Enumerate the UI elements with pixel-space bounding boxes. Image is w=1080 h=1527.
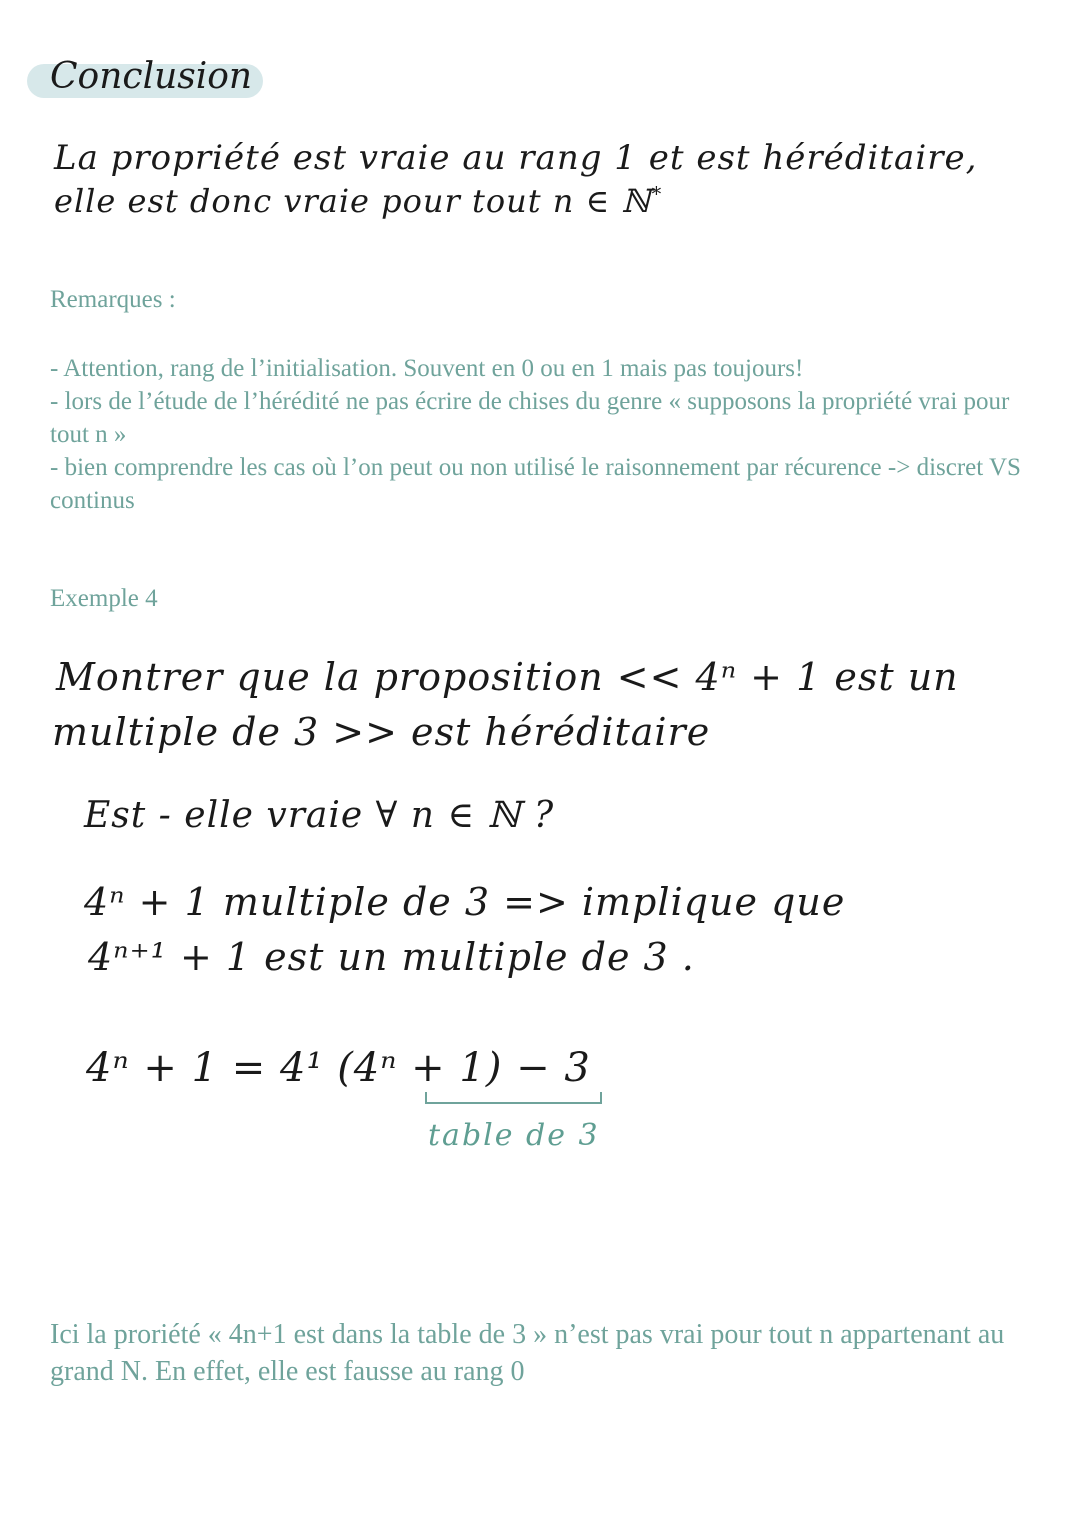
remark-item: - Attention, rang de l’initialisation. Souvent en 0 ou en 1 mais pas toujours! <box>50 355 804 382</box>
exemple-line-2: multiple de 3 >> est héréditaire <box>52 710 711 754</box>
exemple-heading: Exemple 4 <box>50 585 158 612</box>
final-note: Ici la proriété « 4n+1 est dans la table de 3 » n’est pas vrai pour tout n appartenant au grand N. En effet, elle est fausse au rang 0 <box>50 1319 1005 1387</box>
remark-item: - bien comprendre les cas où l’on peut ou non utilisé le raisonnement par récurence -> discret VS continus <box>50 454 1021 514</box>
conclusion-title: Conclusion <box>50 56 253 97</box>
conclusion-line-2-text: elle est donc vraie pour tout n ∈ ℕ <box>54 182 652 220</box>
equation: 4ⁿ + 1 = 4¹ (4ⁿ + 1) − 3 <box>86 1045 591 1091</box>
star-superscript: * <box>651 182 663 206</box>
conclusion-line-1: La propriété est vraie au rang 1 et est héréditaire, <box>54 138 978 178</box>
exemple-line-3: Est - elle vraie ∀ n ∈ ℕ ? <box>84 795 555 836</box>
exemple-line-5: 4ⁿ⁺¹ + 1 est un multiple de 3 . <box>88 935 695 979</box>
remarques-heading: Remarques : <box>50 286 176 313</box>
exemple-line-1: Montrer que la proposition << 4ⁿ + 1 est un <box>56 655 959 699</box>
underbrace-annotation: table de 3 <box>428 1118 600 1153</box>
conclusion-line-2 <box>54 182 662 220</box>
remarques-list <box>50 352 1035 517</box>
exemple-line-4: 4ⁿ + 1 multiple de 3 => implique que <box>84 880 846 924</box>
remark-item: - lors de l’étude de l’hérédité ne pas écrire de chises du genre « supposons la propriété vrai pour tout n » <box>50 388 1010 448</box>
underbrace-bracket <box>425 1092 602 1104</box>
